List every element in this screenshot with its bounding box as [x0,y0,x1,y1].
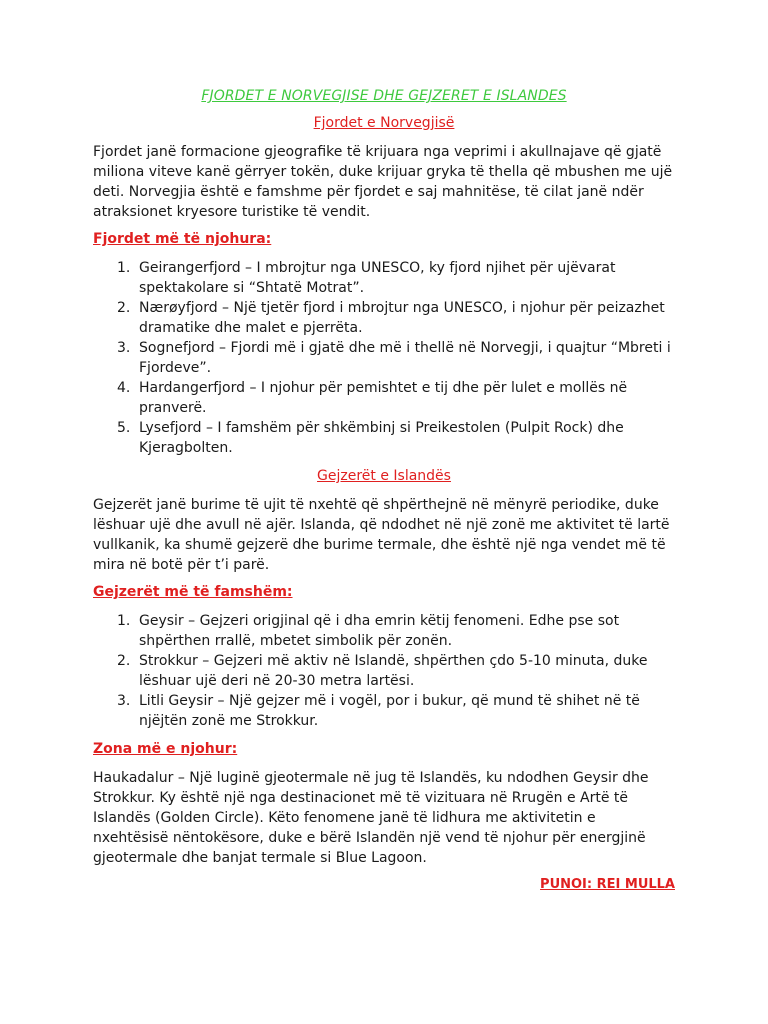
list-item [93,651,675,691]
list-item [93,378,675,418]
list-item-number: 3. [117,693,131,709]
list-item-number: 1. [117,260,131,276]
zone-paragraph: Haukadalur – Një luginë gjeotermale në jug të Islandës, ku ndodhen Geysir dhe Strokkur. Ky është një nga destinacionet më të vizituara në Rrugën e Artë të Islandës (Golden Circle). Këto fenomene janë të lidhura me aktivitetin e nxehtësisë nëntokësore, duke e bërë Islandën një vend të njohur për energjinë gjeotermale dhe banjat termale si Blue Lagoon. [93,770,649,866]
list-item-number: 3. [117,340,131,356]
list-item-number: 4. [117,380,131,396]
list-item-text: Nærøyfjord – Një tjetër fjord i mbrojtur nga UNESCO, i njohur për peizazhet dramatike dhe malet e pjerrëta. [139,300,665,336]
list-item-text: Litli Geysir – Një gejzer më i vogël, por i bukur, që mund të shihet në të njëjtën zonë me Strokkur. [139,693,640,729]
list-item-text: Geysir – Gejzeri origjinal që i dha emrin këtij fenomeni. Edhe pse sot shpërthen rrallë, mbetet simbolik për zonën. [139,613,620,649]
list-item-text: Strokkur – Gejzeri më aktiv në Islandë, shpërthen çdo 5-10 minuta, duke lëshuar ujë deri në 20-30 metra lartësi. [139,653,648,689]
fjords-list [93,258,675,458]
list-item-number: 2. [117,653,131,669]
fjords-intro-paragraph: Fjordet janë formacione gjeografike të krijuara nga veprimi i akullnajave që gjatë miliona viteve kanë gërryer tokën, duke krijuar gryka të thella që mbushen me ujë deti. Norvegjia është e famshme për fjordet e saj mahnitëse, të cilat janë ndër atraksionet kryesore turistike të vendit. [93,144,673,220]
list-item-text: Lysefjord – I famshëm për shkëmbinj si Preikestolen (Pulpit Rock) dhe Kjeragbolten. [139,420,624,456]
author-signature: PUNOI: REI MULLA [540,877,675,892]
geysers-list-heading: Gejzerët më të famshëm: [93,584,293,600]
list-item-number: 5. [117,420,131,436]
zone-heading: Zona më e njohur: [93,741,238,757]
geysers-intro-paragraph: Gejzerët janë burime të ujit të nxehtë që shpërthejnë në mënyrë periodike, duke lëshuar ujë dhe avull në ajër. Islanda, që ndodhet në një zonë me aktivitet të lartë vullkanik, ka shumë gejzerë dhe burime termale, dhe është një nga vendet më të mira në botë për t’i parë. [93,497,670,573]
list-item [93,611,675,651]
list-item-text: Sognefjord – Fjordi më i gjatë dhe më i thellë në Norvegji, i quajtur “Mbreti i Fjordeve”. [139,340,671,376]
geysers-section-heading: Gejzerët e Islandës [317,468,451,484]
geysers-list [93,611,675,731]
list-item-text: Geirangerfjord – I mbrojtur nga UNESCO, ky fjord njihet për ujëvarat spektakolare si “Shtatë Motrat”. [139,260,616,296]
list-item [93,258,675,298]
list-item-number: 2. [117,300,131,316]
fjords-section-heading: Fjordet e Norvegjisë [313,115,455,131]
list-item-text: Hardangerfjord – I njohur për pemishtet e tij dhe për lulet e mollës në pranverë. [139,380,628,416]
list-item-number: 1. [117,613,131,629]
list-item [93,691,675,731]
list-item [93,298,675,338]
list-item [93,338,675,378]
document-title: FJORDET E NORVEGJISE DHE GEJZERET E ISLANDES [201,88,567,104]
fjords-list-heading: Fjordet më të njohura: [93,231,272,247]
list-item [93,418,675,458]
document-page [93,86,675,895]
